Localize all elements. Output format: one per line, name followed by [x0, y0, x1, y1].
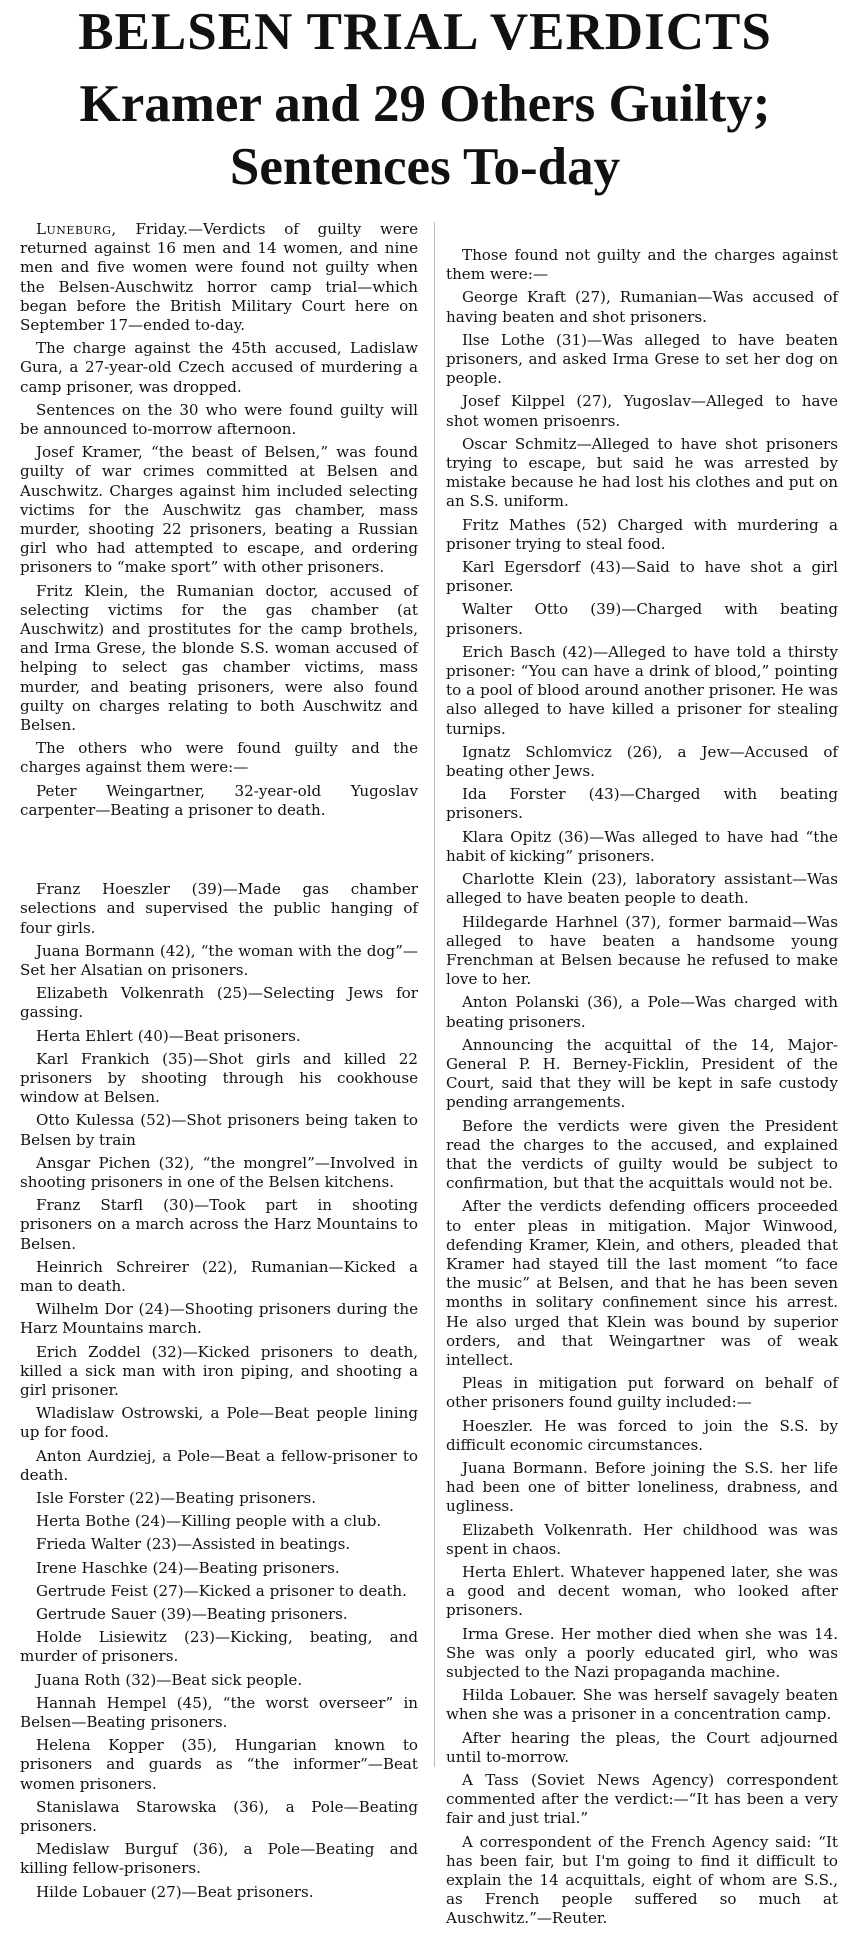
article-paragraph: Announcing the acquittal of the 14, Major-General P. H. Berney-Ficklin, President of the Court, said that they will be kept in safe custody pending arrangements.	[446, 1035, 838, 1112]
verdict-entry: Juana Roth (32)—Beat sick people.	[36, 1670, 303, 1689]
lead-text: Friday.—Verdicts of guilty were returned against 16 men and 14 women, and nine men and five women were found not guilty when the Belsen-Auschwitz horror camp trial—which began before the British Military Court here on September 17—ended to-day.	[20, 220, 418, 335]
mitigation-entry: Juana Bormann. Before joining the S.S. her life had been one of bitter loneliness, drabness, and ugliness.	[446, 1458, 838, 1516]
article-paragraph: Sentences on the 30 who were found guilty will be announced to-morrow afternoon.	[20, 400, 418, 439]
verdict-entry: Erich Zoddel (32)—Kicked prisoners to death, killed a sick man with iron piping, and shooting a girl prisoner.	[20, 1342, 418, 1399]
mitigation-entry: Irma Grese. Her mother died when she was 14. She was only a poorly educated girl, who was subjected to the Nazi propaganda machine.	[446, 1624, 838, 1682]
article-paragraph: A correspondent of the French Agency said: “It has been fair, but I'm going to find it difficult to explain the 14 acquittals, eight of whom are S.S., as French people suffered so much at Auschwitz.”—Reuter.	[446, 1832, 838, 1928]
left-column	[20, 220, 418, 1906]
verdict-entry: Helena Kopper (35), Hungarian known to prisoners and guards as “the informer”—Beat women prisoners.	[20, 1736, 418, 1793]
acquittal-entry: Anton Polanski (36), a Pole—Was charged with beating prisoners.	[446, 993, 838, 1031]
verdict-entry: Irene Haschke (24)—Beating prisoners.	[36, 1558, 340, 1577]
headline-line-2: Kramer and 29 Others Guilty;	[79, 75, 771, 133]
acquittal-entry: Fritz Mathes (52) Charged with murdering a prisoner trying to steal food.	[446, 515, 838, 553]
article-paragraph: After the verdicts defending officers proceeded to enter pleas in mitigation. Major Winwood, defending Kramer, Klein, and others, pleaded that Kramer had stayed till the last moment “to face the music” at Belsen, and that he has been seven months in solitary confinement since his arrest. He also urged that Klein was bound by superior orders, and that Weingartner was of weak intellect.	[446, 1197, 838, 1369]
verdict-entry: Hilde Lobauer (27)—Beat prisoners.	[36, 1882, 314, 1901]
verdict-entry: Frieda Walter (23)—Assisted in beatings.	[36, 1535, 351, 1554]
verdict-entry: Juana Bormann (42), “the woman with the dog”—Set her Alsatian on prisoners.	[20, 941, 418, 979]
mitigation-entry: Hilda Lobauer. She was herself savagely beaten when she was a prisoner in a concentration camp.	[446, 1686, 838, 1724]
verdict-entry: Anton Aurdziej, a Pole—Beat a fellow-prisoner to death.	[20, 1446, 418, 1484]
acquittal-entry: Oscar Schmitz—Alleged to have shot prisoners trying to escape, but said he was arrested by mistake because he had lost his clothes and put on an S.S. uniform.	[446, 434, 838, 511]
headline-line-1: BELSEN TRIAL VERDICTS	[78, 3, 772, 61]
article-paragraph: After hearing the pleas, the Court adjourned until to-morrow.	[446, 1728, 838, 1766]
acquittal-entry: Hildegarde Harhnel (37), former barmaid—Was alleged to have beaten a handsome young Frenchman at Belsen because he refused to make love to her.	[446, 912, 838, 989]
acquittal-entry: Walter Otto (39)—Charged with beating prisoners.	[446, 600, 838, 638]
verdict-entry: Wladislaw Ostrowski, a Pole—Beat people lining up for food.	[20, 1404, 418, 1442]
verdict-entry: Franz Hoeszler (39)—Made gas chamber selections and supervised the public hanging of four girls.	[20, 880, 418, 937]
verdict-entry: Hannah Hempel (45), “the worst overseer” in Belsen—Beating prisoners.	[20, 1693, 418, 1732]
article-paragraph: The charge against the 45th accused, Ladislaw Gura, a 27-year-old Czech accused of murdering a camp prisoner, was dropped.	[20, 339, 418, 396]
verdict-entry: Isle Forster (22)—Beating prisoners.	[36, 1488, 317, 1507]
acquittal-entry: Karl Egersdorf (43)—Said to have shot a girl prisoner.	[446, 558, 838, 596]
verdict-entry: Herta Ehlert (40)—Beat prisoners.	[36, 1026, 301, 1045]
acquittal-entry: George Kraft (27), Rumanian—Was accused of having beaten and shot prisoners.	[446, 288, 838, 326]
article-paragraph: Pleas in mitigation put forward on behalf of other prisoners found guilty included:—	[446, 1374, 838, 1412]
article-paragraph: Before the verdicts were given the President read the charges to the accused, and explained that the verdicts of guilty would be subject to confirmation, but that the acquittals would not be.	[446, 1116, 838, 1193]
acquittal-entry: Erich Basch (42)—Alleged to have told a thirsty prisoner: “You can have a drink of blood,” pointing to a pool of blood around another prisoner. He was also alleged to have killed a prisoner for stealing turnips.	[446, 642, 838, 738]
article-paragraph	[20, 220, 418, 335]
verdict-entry: Otto Kulessa (52)—Shot prisoners being taken to Belsen by train	[20, 1111, 418, 1149]
verdict-entry: Karl Frankich (35)—Shot girls and killed 22 prisoners by shooting through his cookhouse window at Belsen.	[20, 1049, 418, 1107]
verdict-entry: Heinrich Schreirer (22), Rumanian—Kicked a man to death.	[20, 1257, 418, 1295]
acquittal-entry: Ilse Lothe (31)—Was alleged to have beaten prisoners, and asked Irma Grese to set her dog on people.	[446, 330, 838, 388]
article-paragraph: The others who were found guilty and the charges against them were:—	[20, 739, 418, 777]
acquittal-entry: Ida Forster (43)—Charged with beating prisoners.	[446, 785, 838, 823]
verdict-entry: Elizabeth Volkenrath (25)—Selecting Jews for gassing.	[20, 984, 418, 1022]
mitigation-entry: Elizabeth Volkenrath. Her childhood was was spent in chaos.	[446, 1520, 838, 1558]
acquittal-entry: Charlotte Klein (23), laboratory assistant—Was alleged to have beaten people to death.	[446, 870, 838, 908]
article-paragraph: A Tass (Soviet News Agency) correspondent commented after the verdict:—“It has been a very fair and just trial.”	[446, 1771, 838, 1828]
acquittal-entry: Ignatz Schlomvicz (26), a Jew—Accused of beating other Jews.	[446, 742, 838, 781]
dateline: Luneburg,	[36, 220, 117, 238]
verdict-entry: Holde Lisiewitz (23)—Kicking, beating, and murder of prisoners.	[20, 1628, 418, 1666]
verdict-entry: Stanislawa Starowska (36), a Pole—Beating prisoners.	[20, 1797, 418, 1836]
mitigation-entry: Herta Ehlert. Whatever happened later, she was a good and decent woman, who looked after prisoners.	[446, 1563, 838, 1620]
verdict-entry: Medislaw Burguf (36), a Pole—Beating and killing fellow-prisoners.	[20, 1840, 418, 1878]
column-divider	[434, 222, 435, 1767]
acquittal-entry: Klara Opitz (36)—Was alleged to have had “the habit of kicking” prisoners.	[446, 827, 838, 865]
verdict-entry: Franz Starfl (30)—Took part in shooting prisoners on a march across the Harz Mountains to Belsen.	[20, 1196, 418, 1253]
column-gap	[20, 824, 418, 880]
acquittal-entry: Josef Kilppel (27), Yugoslav—Alleged to have shot women prisoenrs.	[446, 392, 838, 430]
mitigation-entry: Hoeszler. He was forced to join the S.S. by difficult economic circumstances.	[446, 1416, 838, 1454]
verdict-entry: Ansgar Pichen (32), “the mongrel”—Involved in shooting prisoners in one of the Belsen kitchens.	[20, 1153, 418, 1191]
right-column	[446, 246, 838, 1933]
article-paragraph: Fritz Klein, the Rumanian doctor, accused of selecting victims for the gas chamber (at Auschwitz) and prostitutes for the camp brothels, and Irma Grese, the blonde S.S. woman accused of helping to select gas chamber victims, mass murder, and beating prisoners, were also found guilty on charges relating to both Auschwitz and Belsen.	[20, 581, 418, 735]
verdict-entry: Wilhelm Dor (24)—Shooting prisoners during the Harz Mountains march.	[20, 1300, 418, 1338]
article-paragraph: Those found not guilty and the charges against them were:—	[446, 246, 838, 284]
article-paragraph: Josef Kramer, “the beast of Belsen,” was found guilty of war crimes committed at Belsen and Auschwitz. Charges against him included selecting victims for the Auschwitz gas chamber, mass murder, shooting 22 prisoners, beating a Russian girl who had attempted to escape, and ordering prisoners to “make sport” with other prisoners.	[20, 443, 418, 577]
headline-line-3: Sentences To-day	[229, 138, 621, 196]
verdict-entry: Peter Weingartner, 32-year-old Yugoslav carpenter—Beating a prisoner to death.	[20, 781, 418, 819]
verdict-entry: Herta Bothe (24)—Killing people with a club.	[36, 1512, 382, 1531]
verdict-entry: Gertrude Sauer (39)—Beating prisoners.	[36, 1605, 348, 1623]
verdict-entry: Gertrude Feist (27)—Kicked a prisoner to death.	[36, 1581, 407, 1600]
